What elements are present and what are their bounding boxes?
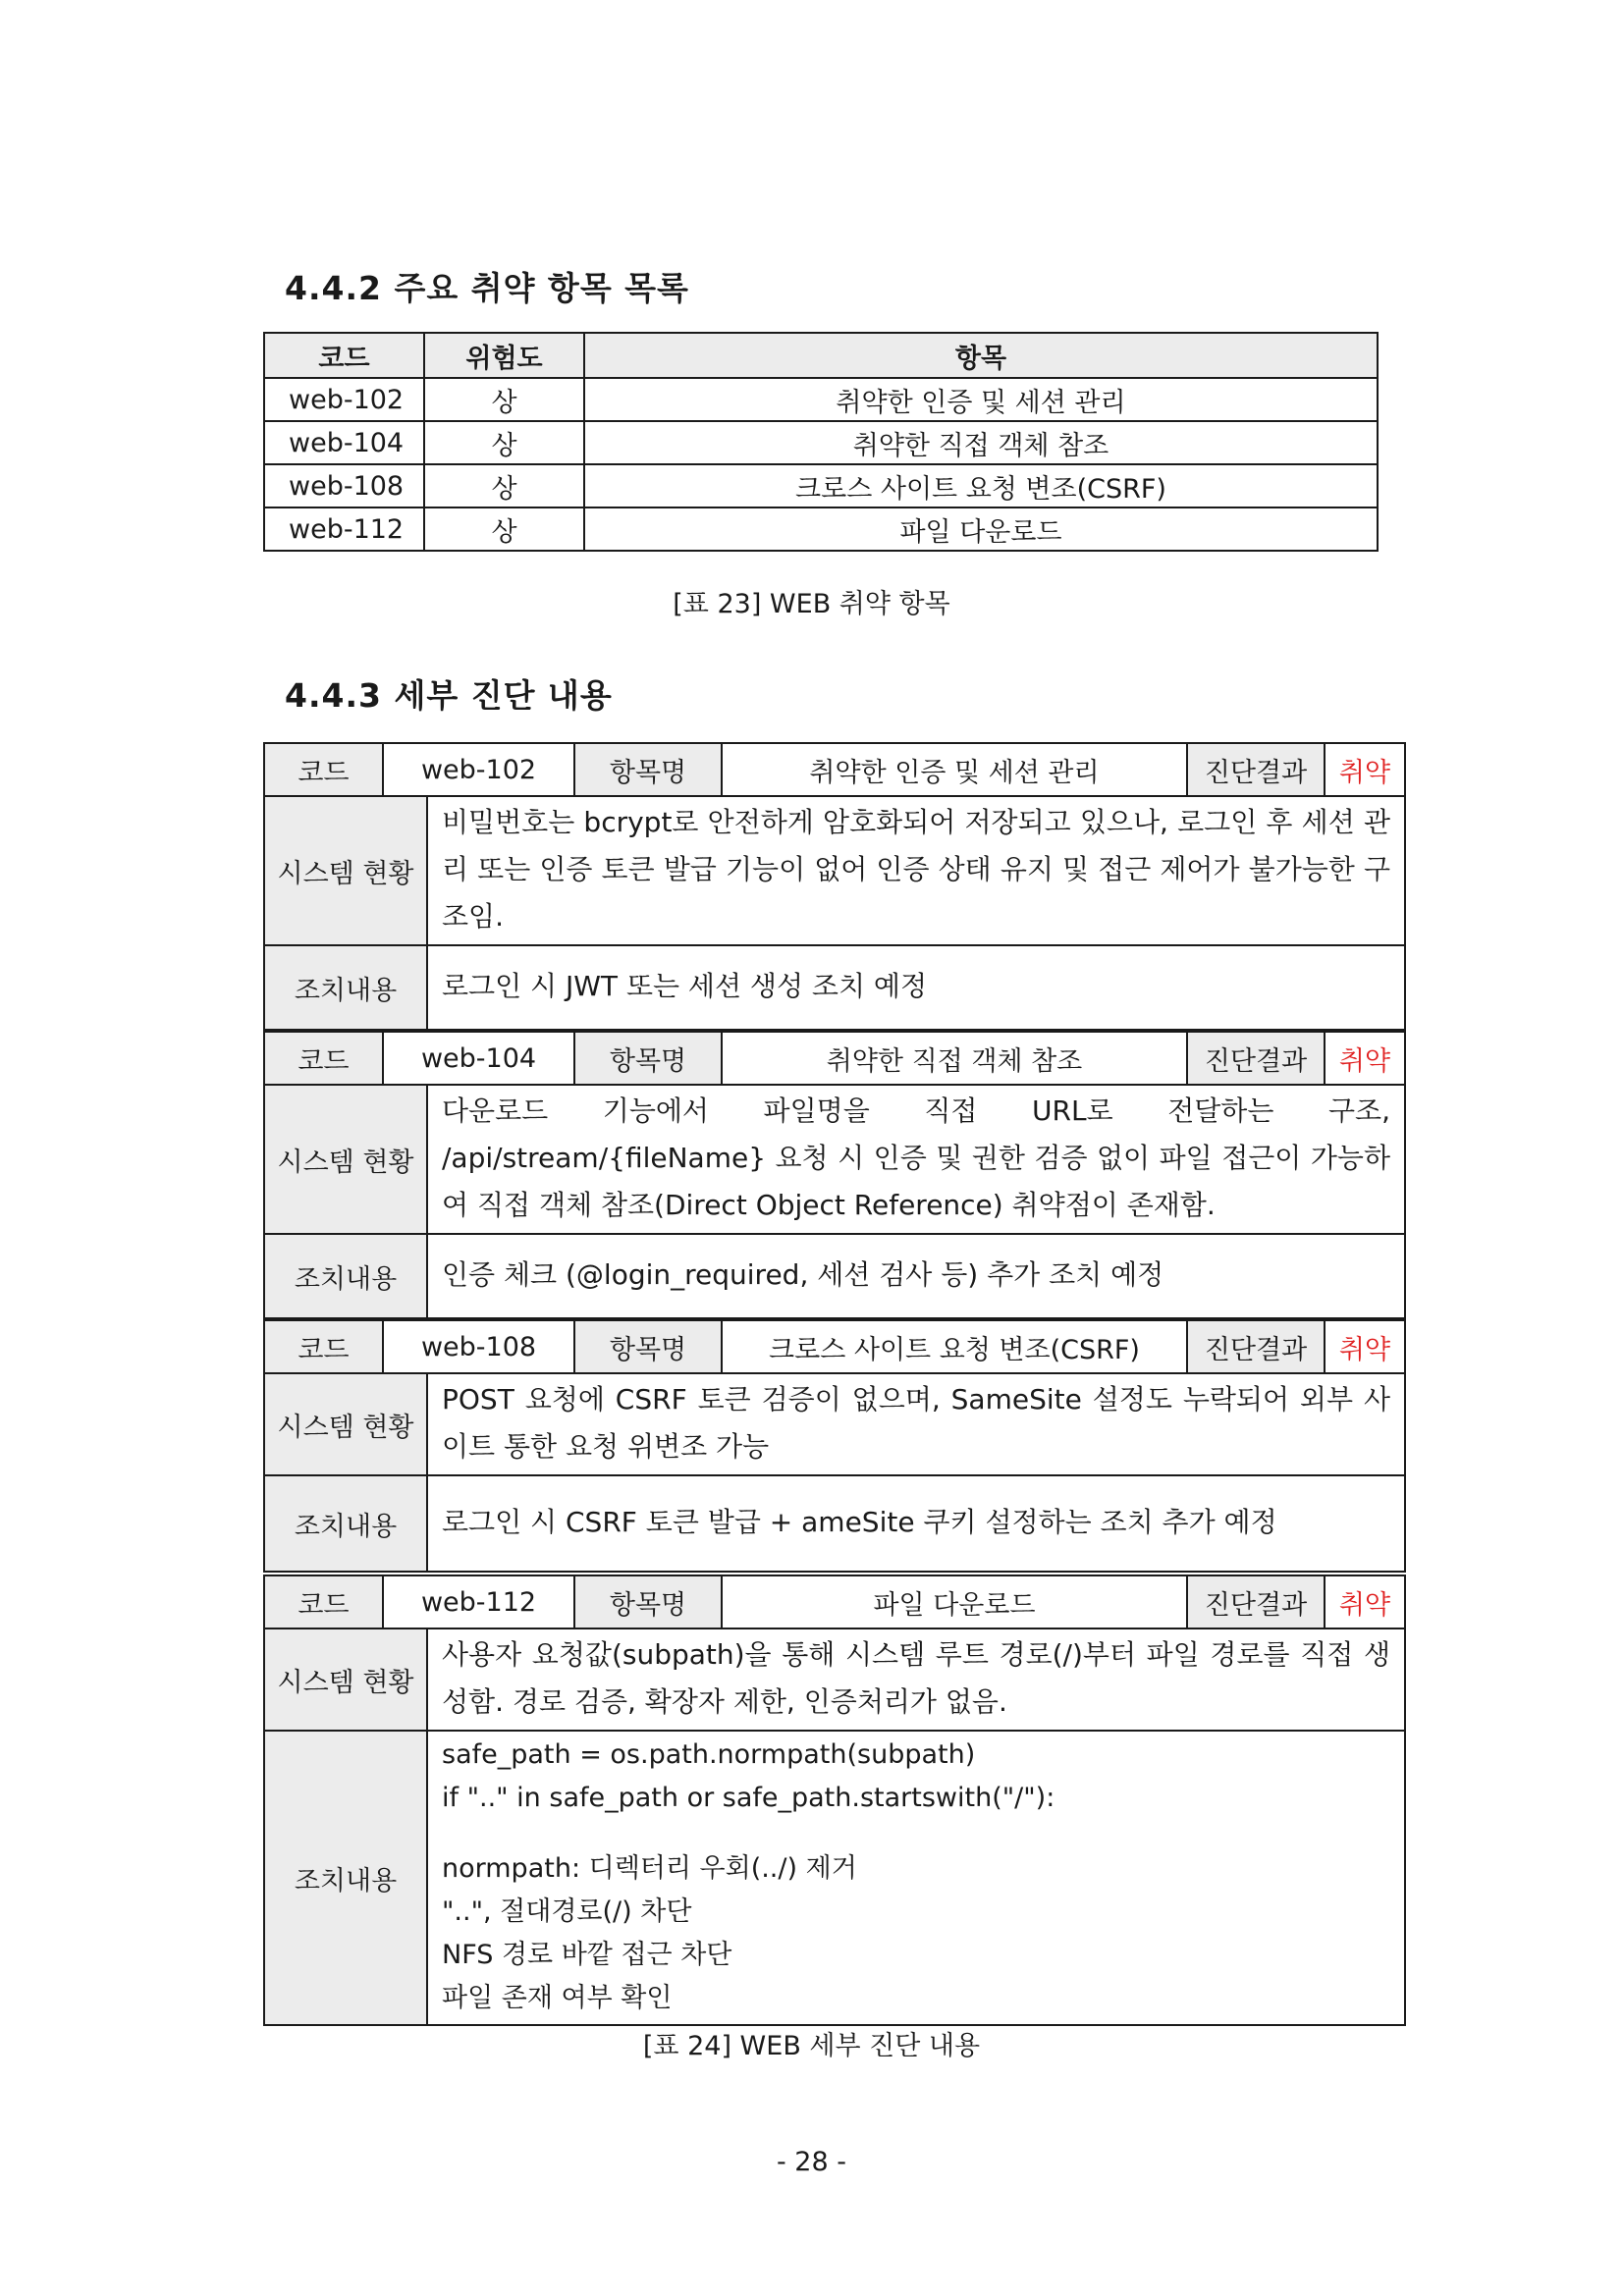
- detail-action-row: [264, 945, 1405, 1030]
- label-item-name: 항목명: [574, 1575, 722, 1629]
- detail-item-name: 취약한 인증 및 세션 관리: [722, 743, 1187, 796]
- detail-result: 취약: [1325, 743, 1405, 796]
- detail-action-row: [264, 1234, 1405, 1318]
- label-action: 조치내용: [264, 1475, 427, 1572]
- detail-action-code: [427, 1731, 1405, 2025]
- detail-item-name: 취약한 직접 객체 참조: [722, 1032, 1187, 1085]
- detail-result: 취약: [1325, 1032, 1405, 1085]
- page-number: - 28 -: [776, 2147, 846, 2177]
- cell-risk: 상: [424, 464, 584, 507]
- label-status: 시스템 현황: [264, 1629, 427, 1731]
- detail-status-row: [264, 1085, 1405, 1234]
- label-result: 진단결과: [1187, 743, 1325, 796]
- detail-status: POST 요청에 CSRF 토큰 검증이 없으며, SameSite 설정도 누락되어 외부 사이트 통한 요청 위변조 가능: [427, 1373, 1405, 1475]
- detail-code: web-108: [383, 1320, 574, 1373]
- label-action: 조치내용: [264, 945, 427, 1030]
- column-header-item: 항목: [584, 333, 1378, 378]
- detail-status-row: [264, 1629, 1405, 1731]
- table-caption: [표 23] WEB 취약 항목: [673, 589, 950, 619]
- detail-status-row: [264, 1373, 1405, 1475]
- detail-code: web-104: [383, 1032, 574, 1085]
- detail-status: 비밀번호는 bcrypt로 안전하게 암호화되어 저장되고 있으나, 로그인 후 세션 관리 또는 인증 토큰 발급 기능이 없어 인증 상태 유지 및 접근 제어가 불가능한 구조임.: [427, 796, 1405, 945]
- table-row: [264, 507, 1378, 551]
- detail-status-row: [264, 796, 1405, 945]
- detail-table-web-104: [263, 1031, 1406, 1319]
- label-item-name: 항목명: [574, 743, 722, 796]
- detail-status: 다운로드 기능에서 파일명을 직접 URL로 전달하는 구조, /api/stream/{fileName} 요청 시 인증 및 권한 검증 없이 파일 접근이 가능하여 직접 객체 참조(Direct Object Reference) 취약점이 존재함.: [427, 1085, 1405, 1234]
- label-status: 시스템 현황: [264, 796, 427, 945]
- cell-risk: 상: [424, 378, 584, 421]
- action-line: NFS 경로 바깥 접근 차단: [442, 1940, 732, 1970]
- section-title-detail: 4.4.3 세부 진단 내용: [285, 676, 613, 715]
- detail-header-row: [264, 1320, 1405, 1373]
- detail-action: 인증 체크 (@login_required, 세션 검사 등) 추가 조치 예정: [427, 1234, 1405, 1318]
- detail-action-row: [264, 1731, 1405, 2025]
- action-line: if ".." in safe_path or safe_path.startswith("/"):: [442, 1783, 1055, 1813]
- detail-action: 로그인 시 JWT 또는 세션 생성 조치 예정: [427, 945, 1405, 1030]
- action-line-blank: [442, 1820, 1390, 1847]
- label-item-name: 항목명: [574, 1032, 722, 1085]
- cell-code: web-102: [264, 378, 424, 421]
- detail-action-row: [264, 1475, 1405, 1572]
- label-action: 조치내용: [264, 1234, 427, 1318]
- action-line: 파일 존재 여부 확인: [442, 1983, 673, 2013]
- detail-code: web-102: [383, 743, 574, 796]
- label-code: 코드: [264, 1320, 383, 1373]
- detail-result: 취약: [1325, 1575, 1405, 1629]
- label-action: 조치내용: [264, 1731, 427, 2025]
- vuln-summary-table: [263, 332, 1379, 552]
- cell-code: web-108: [264, 464, 424, 507]
- column-header-risk: 위험도: [424, 333, 584, 378]
- cell-item: 크로스 사이트 요청 변조(CSRF): [584, 464, 1378, 507]
- detail-header-row: [264, 1575, 1405, 1629]
- detail-header-row: [264, 1032, 1405, 1085]
- label-result: 진단결과: [1187, 1320, 1325, 1373]
- label-code: 코드: [264, 1032, 383, 1085]
- detail-header-row: [264, 743, 1405, 796]
- action-line: safe_path = os.path.normpath(subpath): [442, 1739, 976, 1770]
- action-line: "..", 절대경로(/) 차단: [442, 1896, 692, 1927]
- cell-risk: 상: [424, 421, 584, 464]
- label-result: 진단결과: [1187, 1032, 1325, 1085]
- detail-status: 사용자 요청값(subpath)을 통해 시스템 루트 경로(/)부터 파일 경로를 직접 생성함. 경로 검증, 확장자 제한, 인증처리가 없음.: [427, 1629, 1405, 1731]
- detail-item-name: 파일 다운로드: [722, 1575, 1187, 1629]
- table-caption: [표 24] WEB 세부 진단 내용: [642, 2031, 981, 2061]
- table-row: [264, 464, 1378, 507]
- cell-item: 파일 다운로드: [584, 507, 1378, 551]
- cell-risk: 상: [424, 507, 584, 551]
- cell-item: 취약한 직접 객체 참조: [584, 421, 1378, 464]
- detail-code: web-112: [383, 1575, 574, 1629]
- detail-action: 로그인 시 CSRF 토큰 발급 + ameSite 쿠키 설정하는 조치 추가 예정: [427, 1475, 1405, 1572]
- label-code: 코드: [264, 1575, 383, 1629]
- cell-code: web-112: [264, 507, 424, 551]
- table-row: [264, 421, 1378, 464]
- detail-table-web-112: [263, 1575, 1406, 2026]
- label-status: 시스템 현황: [264, 1373, 427, 1475]
- table-header-row: [264, 333, 1378, 378]
- label-status: 시스템 현황: [264, 1085, 427, 1234]
- table-row: [264, 378, 1378, 421]
- section-title-vuln-list: 4.4.2 주요 취약 항목 목록: [285, 269, 689, 307]
- label-result: 진단결과: [1187, 1575, 1325, 1629]
- cell-item: 취약한 인증 및 세션 관리: [584, 378, 1378, 421]
- label-code: 코드: [264, 743, 383, 796]
- detail-result: 취약: [1325, 1320, 1405, 1373]
- label-item-name: 항목명: [574, 1320, 722, 1373]
- detail-table-web-102: [263, 742, 1406, 1031]
- detail-table-web-108: [263, 1319, 1406, 1573]
- action-line: normpath: 디렉터리 우회(../) 제거: [442, 1853, 857, 1884]
- detail-item-name: 크로스 사이트 요청 변조(CSRF): [722, 1320, 1187, 1373]
- cell-code: web-104: [264, 421, 424, 464]
- column-header-code: 코드: [264, 333, 424, 378]
